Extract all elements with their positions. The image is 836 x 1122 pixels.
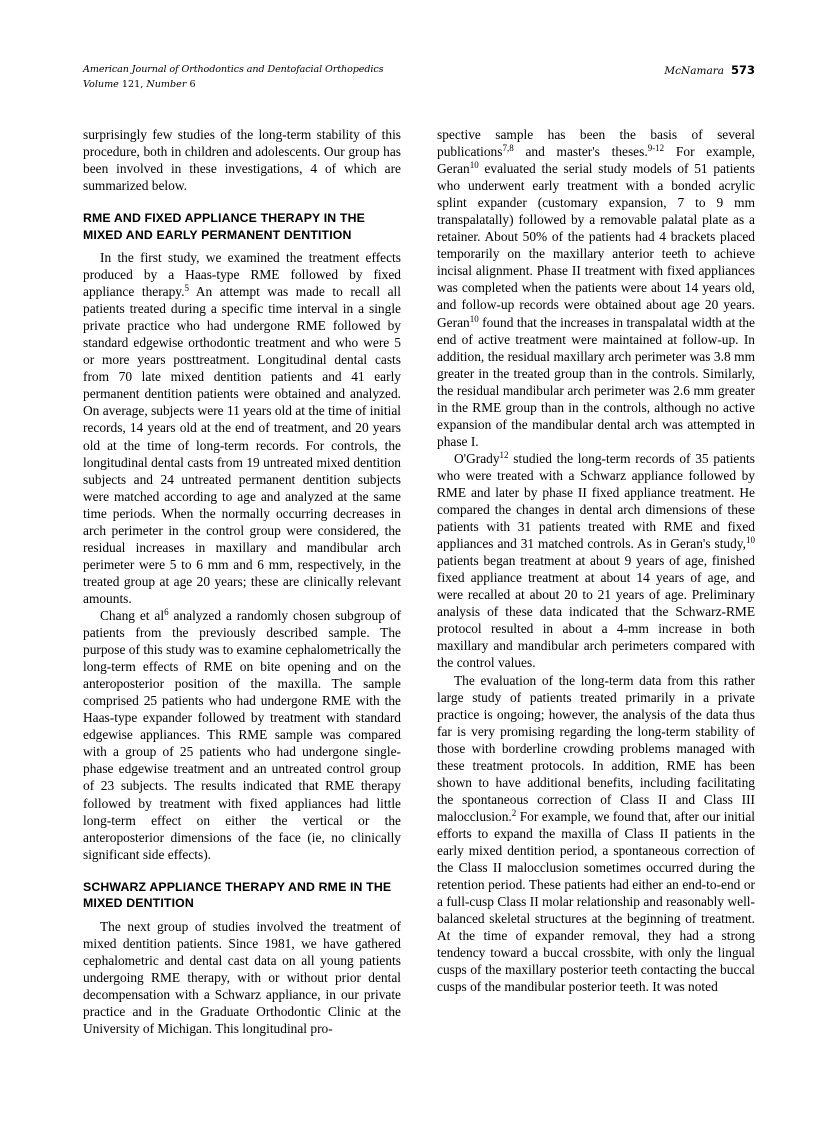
paragraph-text-part: The evaluation of the long-term data from this rather large study of patients treated primarily in a private practice is ongoing; however, the analysis of the data thus far is very promising regarding the long-term stability of those with borderline crowding problems managed with these treatment protocols. In addition, RME has been shown to have additional benefits, including facilitating the spontaneous correction of Class II and Class III malocclusion. xyxy=(437,672,755,824)
citation-marker: 7,8 xyxy=(502,143,514,154)
paragraph-chang-et-al xyxy=(83,607,401,863)
paragraph-text-part: and master's theses. xyxy=(513,144,648,160)
paragraph-text-part: patients began treatment at about 9 years of age, finished fixed appliance treatment at about 14 years of age, and were recalled at about 20 to 21 years of age. Preliminary analysis of these data indicated that the Schwarz-RME protocol resulted in about a 4-mm increase in both maxillary and mandibular arch perimeters compared with the control values. xyxy=(437,553,755,671)
paragraph-continued-from-previous-page: surprisingly few studies of the long-term stability of this procedure, both in children and adolescents. Our group has been involved in these investigations, 4 of which are summarized below. xyxy=(83,127,401,194)
page-number: 573 xyxy=(730,63,755,77)
citation-marker: 6 xyxy=(164,606,169,617)
paragraph-next-group-of-studies: The next group of studies involved the treatment of mixed dentition patients. Since 1981, we have gathered cephalometric and dental cast data on all young patients undergoing RME therapy, with or without prior dental decompensation with a Schwarz appliance, in our private practice and in the Graduate Orthodontic Clinic at the University of Michigan. This longitudinal pro- xyxy=(83,918,401,1036)
paragraph-text-part: spective sample has been the basis of several publications xyxy=(437,127,755,160)
paragraph-geran-study xyxy=(437,126,755,450)
paragraph-text-part: found that the increases in transpalatal width at the end of active treatment were maintained at follow-up. In addition, the residual maxillary arch perimeter was 3.8 mm greater in the treated group than in the controls. Similarly, the residual mandibular arch perimeter was 2.6 mm greater in the RME group than in the controls, although no active expansion of the mandibular dental arch was attempted in phase I. xyxy=(437,314,755,449)
running-head-left xyxy=(83,62,513,92)
paragraph-text-part: analyzed a randomly chosen subgroup of patients from the previously described sample. The purpose of this study was to examine cephalometrically the long-term effects of RME on bite opening and on the anteroposterior position of the maxilla. The sample comprised 25 patients who had undergone RME with the Haas-type expander followed by treatment with standard edgewise appliances. This RME sample was compared with a group of 25 patients who had undergone single-phase edgewise treatment and an untreated control group of 23 subjects. The results indicated that RME therapy followed by treatment with fixed appliances had little long-term effect on either the vertical or the anteroposterior dimensions of the face (ie, no clinically significant side effects). xyxy=(83,607,401,862)
volume-label: Volume xyxy=(83,79,119,90)
volume-number: 121, xyxy=(121,79,144,90)
paragraph-text-part: An attempt was made to recall all patients treated during a specific time interval in a single private practice who had undergone RME followed by standard edgewise orthodontic treatment and who were 5 or more years posttreatment. Longitudinal dental casts from 70 late mixed dentition patients and 41 early permanent dentition patients were obtained and analyzed. On average, subjects were 11 years old at the time of initial records, 14 years old at the end of treatment, and 20 years old at the time of long-term records. For controls, the longitudinal dental casts from 19 untreated mixed dentition subjects and 24 untreated permanent dentition subjects were matched according to age and analyzed at the same time periods. When the normally occurring decreases in arch perimeter in the control group were considered, the residual increases in maxillary and mandibular arch perimeter were 5 to 6 mm and 6 mm, respectively, in the treated group at age 20 years; these are clinically relevant amounts. xyxy=(83,284,401,606)
citation-marker: 10 xyxy=(469,313,479,324)
citation-marker: 9-12 xyxy=(647,143,665,154)
running-head xyxy=(83,62,755,98)
journal-title: American Journal of Orthodontics and Dentofacial Orthopedics xyxy=(83,64,384,75)
paragraph-text-part: Chang et al xyxy=(100,607,165,623)
section-heading-schwarz-appliance: SCHWARZ APPLIANCE THERAPY AND RME IN THE MIXED DENTITION xyxy=(83,879,392,911)
paragraph-text-part: For example, Geran xyxy=(437,144,755,177)
paragraph-text-part: For example, we found that, after our initial efforts to expand the maxilla of Class II patients in the early mixed dentition period, a spontaneous correction of the Class II malocclusion sometimes occurred during the retention period. These patients had either an end-to-end or a full-cusp Class II molar relationship and reasonably well-balanced skeletal structures at the beginning of treatment. At the time of expander removal, they had a strong tendency toward a buccal crossbite, with only the lingual cusps of the maxillary posterior teeth contacting the buccal cusps of the mandibular posterior teeth. It was noted xyxy=(437,808,755,995)
paragraph-first-study xyxy=(83,249,401,607)
article-body xyxy=(83,126,755,1086)
running-head-right xyxy=(664,62,755,79)
author-name: McNamara xyxy=(664,65,724,77)
paragraph-long-term-evaluation xyxy=(437,672,755,996)
citation-marker: 10 xyxy=(469,160,479,171)
spacer xyxy=(83,194,401,210)
column-left xyxy=(83,126,401,1037)
citation-marker: 5 xyxy=(184,283,189,294)
issue-number: 6 xyxy=(189,79,196,90)
citation-marker: 12 xyxy=(499,449,509,460)
citation-marker: 10 xyxy=(746,535,755,546)
section-heading-rme-fixed-appliance: RME AND FIXED APPLIANCE THERAPY IN THE MIXED AND EARLY PERMANENT DENTITION xyxy=(83,211,365,242)
spacer xyxy=(83,863,401,879)
paragraph-text-part: studied the long-term records of 35 patients who were treated with a Schwarz appliance followed by RME and later by phase II fixed appliance treatment. He compared the changes in dental arch dimensions of these patients with 31 patients treated with RME and fixed appliances and 31 matched controls. As in Geran's study, xyxy=(437,450,755,552)
number-label: Number xyxy=(146,79,187,90)
paragraph-text-part: O'Grady xyxy=(454,450,500,466)
paragraph-ogrady-study xyxy=(437,450,755,672)
paragraph-text-part: In the first study, we examined the treatment effects produced by a Haas-type RME followed by fixed appliance therapy. xyxy=(83,250,401,300)
volume-issue-line xyxy=(83,77,513,92)
column-right xyxy=(437,126,755,995)
citation-marker: 2 xyxy=(511,807,517,818)
paragraph-text-part: evaluated the serial study models of 51 patients who underwent early treatment with a bonded acrylic splint expander (customary expansion, 7 to 9 mm transpalatally) followed by a removable palatal plate as a retainer. About 50% of the patients had 4 brackets placed temporarily on the maxillary anterior teeth to achieve incisal alignment. Phase II treatment with fixed appliances was completed when the patients were about 14 years old, and follow-up records were obtained about age 20 years. Geran xyxy=(437,161,755,330)
